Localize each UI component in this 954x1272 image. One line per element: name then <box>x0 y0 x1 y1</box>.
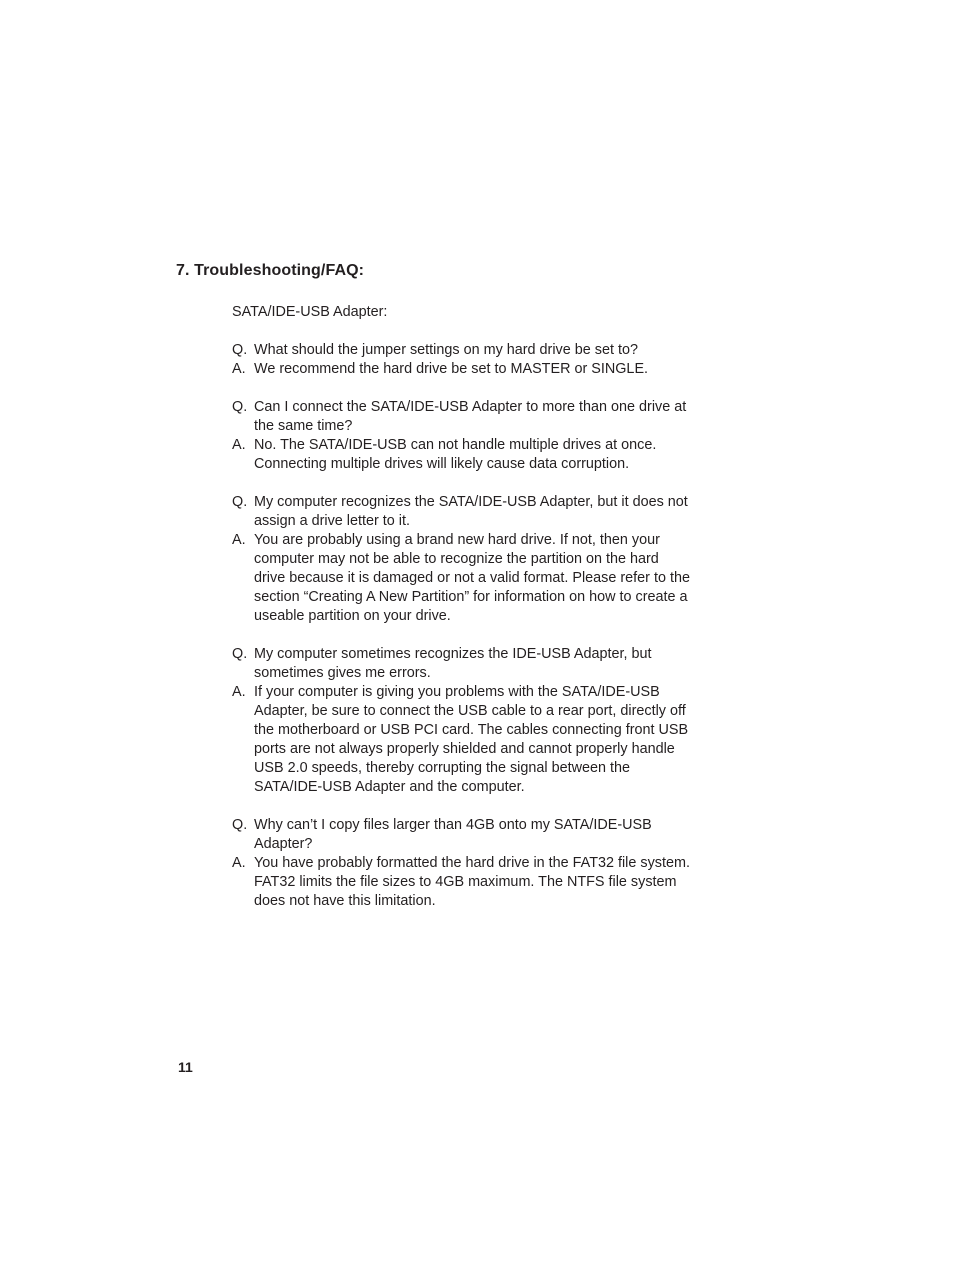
answer-text: We recommend the hard drive be set to MASTER or SINGLE. <box>254 361 649 377</box>
question-text: What should the jumper settings on my hard drive be set to? <box>254 342 638 358</box>
answer-marker: A. <box>232 532 246 548</box>
answer-marker: A. <box>232 361 246 377</box>
faq-item <box>232 341 692 379</box>
faq-question <box>232 493 692 531</box>
faq-question <box>232 398 692 436</box>
faq-answer <box>232 360 692 379</box>
question-marker: Q. <box>232 342 248 358</box>
faq-question <box>232 816 692 854</box>
question-marker: Q. <box>232 817 248 833</box>
faq-answer <box>232 683 692 797</box>
answer-text: If your computer is giving you problems with the SATA/IDE-USB Adapter, be sure to connect the USB cable to a rear port, directly off the motherboard or USB PCI card. The cables connecting front USB ports are not always properly shielded and cannot properly handle USB 2.0 speeds, thereby corrupting the signal between the SATA/IDE-USB Adapter and the computer. <box>254 684 689 795</box>
page-title: 7. Troubleshooting/FAQ: <box>176 262 365 279</box>
question-text: My computer sometimes recognizes the IDE-USB Adapter, but sometimes gives me errors. <box>254 646 652 681</box>
question-text: Why can’t I copy files larger than 4GB onto my SATA/IDE-USB Adapter? <box>254 817 652 852</box>
faq-item <box>232 816 692 911</box>
question-text: Can I connect the SATA/IDE-USB Adapter to more than one drive at the same time? <box>254 399 687 434</box>
answer-text: You have probably formatted the hard drive in the FAT32 file system. FAT32 limits the file sizes to 4GB maximum. The NTFS file system does not have this limitation. <box>254 855 690 909</box>
faq-subtitle: SATA/IDE-USB Adapter: <box>232 304 388 320</box>
answer-marker: A. <box>232 684 246 700</box>
faq-answer <box>232 436 692 474</box>
question-marker: Q. <box>232 494 248 510</box>
question-marker: Q. <box>232 399 248 415</box>
faq-item <box>232 398 692 474</box>
question-marker: Q. <box>232 646 248 662</box>
page-number: 11 <box>178 1059 193 1075</box>
faq-content <box>232 303 692 930</box>
faq-question <box>232 341 692 360</box>
faq-item <box>232 645 692 797</box>
faq-item <box>232 493 692 626</box>
answer-marker: A. <box>232 437 246 453</box>
answer-text: You are probably using a brand new hard drive. If not, then your computer may not be able to recognize the partition on the hard drive because it is damaged or not a valid format. Please refer to the section “Creating A New Partition” for information on how to create a useable partition on your drive. <box>254 532 690 624</box>
answer-text: No. The SATA/IDE-USB can not handle multiple drives at once. Connecting multiple drives will likely cause data corruption. <box>254 437 657 472</box>
question-text: My computer recognizes the SATA/IDE-USB Adapter, but it does not assign a drive letter to it. <box>254 494 688 529</box>
faq-question <box>232 645 692 683</box>
faq-answer <box>232 854 692 911</box>
faq-answer <box>232 531 692 626</box>
answer-marker: A. <box>232 855 246 871</box>
